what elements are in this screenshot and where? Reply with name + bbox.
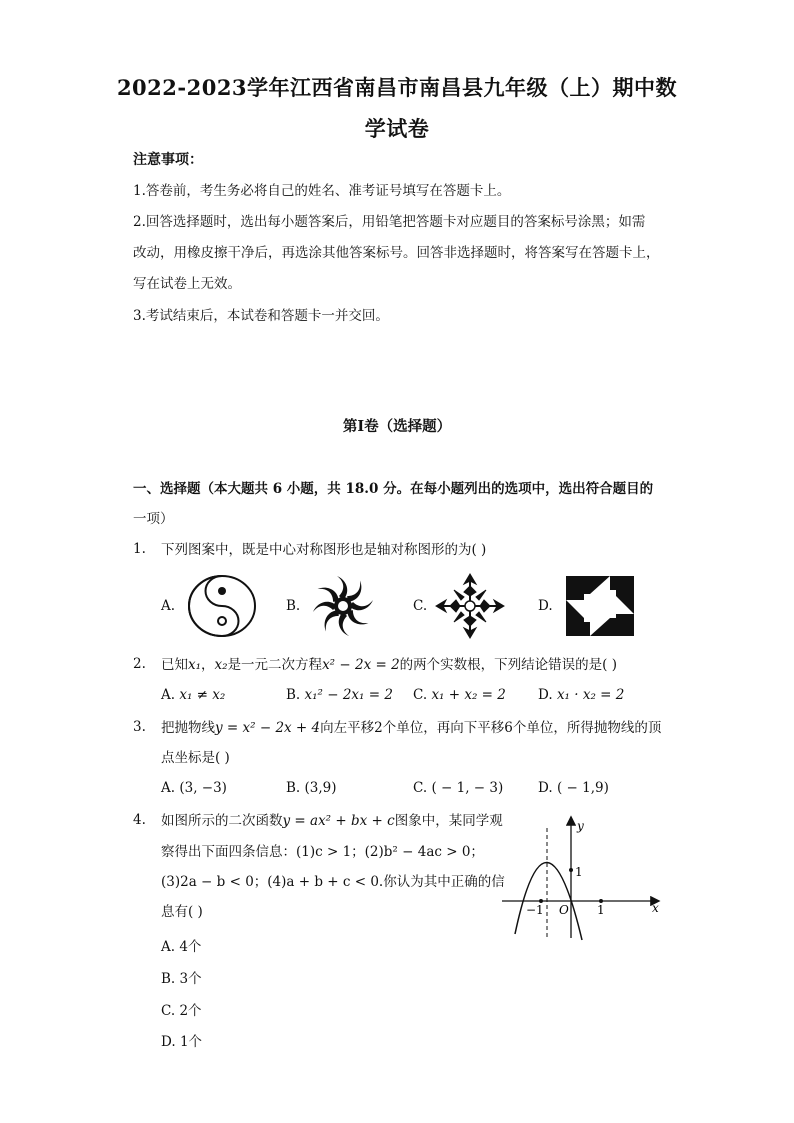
answer-option[interactable] [161, 935, 201, 955]
option-label: D. [161, 1034, 176, 1050]
question-text-line3: (3)2a − b < 0；(4)a + b + c < 0.你认为其中正确的信 [161, 874, 505, 890]
notice-item: 1.答卷前，考生务必将自己的姓名、准考证号填写在答题卡上。 [133, 183, 511, 199]
option-text: x₁ + x₂ = 2 [431, 687, 506, 703]
notice-heading: 注意事项： [133, 152, 203, 168]
x-label: x [652, 901, 659, 915]
question-text [161, 656, 617, 674]
question-text-line2: 点坐标是( ) [161, 750, 230, 766]
option-text: 1个 [179, 1034, 203, 1050]
pinwheel-flower-icon [306, 571, 380, 641]
answer-option[interactable] [286, 687, 393, 703]
option-label: D. [538, 687, 553, 703]
point-one-y [569, 868, 573, 872]
part-heading-line1: 一、选择题（本大题共 6 小题，共 18.0 分。在每小题列出的选项中，选出符合题目的 [133, 481, 654, 497]
notice-item: 3.考试结束后，本试卷和答题卡一并交回。 [133, 308, 389, 324]
parabola-graph [500, 812, 670, 942]
option-label: B. [286, 780, 301, 796]
option-label: D. [538, 780, 553, 796]
question-text-part: 如图所示的二次函数 [161, 813, 283, 829]
y-label: y [577, 819, 584, 833]
question-number: 4. [133, 812, 146, 828]
question-text-part: 已知 [161, 657, 188, 673]
option-label: B. [286, 687, 301, 703]
tick-label-one-y: 1 [575, 865, 583, 879]
option-label: B. [286, 598, 301, 614]
notice-item: 改动，用橡皮擦干净后，再选涂其他答案标号。回答非选择题时，将答案写在答题卡上， [133, 245, 660, 261]
option-text: x₁² − 2x₁ = 2 [304, 687, 393, 703]
answer-option[interactable] [286, 780, 337, 796]
option-text: (3, −3) [179, 780, 227, 796]
square-spiral-icon [564, 574, 636, 638]
answer-option[interactable] [161, 999, 202, 1019]
answer-option[interactable] [413, 687, 506, 703]
option-label: A. [161, 780, 176, 796]
tick-label-one-x: 1 [597, 903, 605, 917]
option-text: 4个 [179, 939, 202, 955]
question-text-part: 是一元二次方程 [227, 657, 323, 673]
question-text-part: 图象中，某同学观 [394, 813, 503, 829]
answer-option[interactable] [161, 687, 225, 703]
option-text: (3,9) [304, 780, 337, 796]
math-x2: x₂ [214, 657, 228, 673]
answer-option[interactable] [161, 967, 202, 987]
question-text [161, 719, 661, 737]
exam-title-line2: 学试卷 [364, 116, 430, 141]
math-x1: x₁ [188, 657, 202, 673]
option-label: C. [413, 780, 428, 796]
option-label: C. [413, 598, 428, 614]
part-heading-line2: 一项） [133, 511, 174, 527]
answer-option[interactable] [413, 780, 503, 796]
answer-option[interactable] [161, 1030, 202, 1050]
question-number: 2. [133, 656, 146, 672]
option-label: C. [413, 687, 428, 703]
math-equation: x² − 2x = 2 [322, 657, 400, 673]
section-title: 第Ⅰ卷（选择题） [342, 418, 452, 435]
origin-label: O [559, 903, 569, 917]
option-label: A. [161, 939, 176, 955]
question-text-part: ， [201, 657, 215, 673]
question-number: 1. [133, 541, 146, 557]
question-text-line4: 息有( ) [161, 904, 203, 920]
yin-yang-icon [186, 574, 258, 638]
notice-item: 2.回答选择题时，选出每小题答案后，用铅笔把答题卡对应题目的答案标号涂黑；如需 [133, 214, 646, 230]
option-label: C. [161, 1003, 176, 1019]
option-text: x₁ ≠ x₂ [179, 687, 226, 703]
exam-title-line1: 2022-2023学年江西省南昌市南昌县九年级（上）期中数 [116, 75, 678, 100]
answer-option[interactable] [538, 780, 609, 796]
question-text-part: 的两个实数根，下列结论错误的是( ) [399, 657, 617, 673]
question-text [161, 812, 503, 830]
option-label: A. [161, 598, 176, 614]
question-text-line2: 察得出下面四条信息：(1)c > 1；(2)b² − 4ac > 0； [161, 844, 484, 860]
notice-item: 写在试卷上无效。 [133, 276, 241, 292]
question-text-part: 向左平移2个单位，再向下平移6个单位，所得抛物线的顶 [320, 720, 662, 736]
question-number: 3. [133, 719, 146, 735]
option-label: A. [161, 687, 176, 703]
math-equation: y = x² − 2x + 4 [215, 720, 321, 736]
answer-option[interactable] [161, 780, 227, 796]
option-text: 2个 [179, 1003, 202, 1019]
question-text-part: 把抛物线 [161, 720, 215, 736]
math-equation: y = ax² + bx + c [282, 813, 395, 829]
tick-label-neg-one: −1 [526, 903, 544, 917]
cross-flower-icon [434, 571, 506, 641]
answer-option[interactable] [538, 687, 624, 703]
option-label: B. [161, 971, 176, 987]
option-text: ( − 1, − 3) [431, 780, 504, 796]
option-text: x₁ · x₂ = 2 [556, 687, 625, 703]
option-text: 3个 [179, 971, 202, 987]
question-text: 下列图案中，既是中心对称图形也是轴对称图形的为( ) [161, 542, 487, 558]
option-text: ( − 1,9) [556, 780, 609, 796]
option-label: D. [538, 598, 553, 614]
